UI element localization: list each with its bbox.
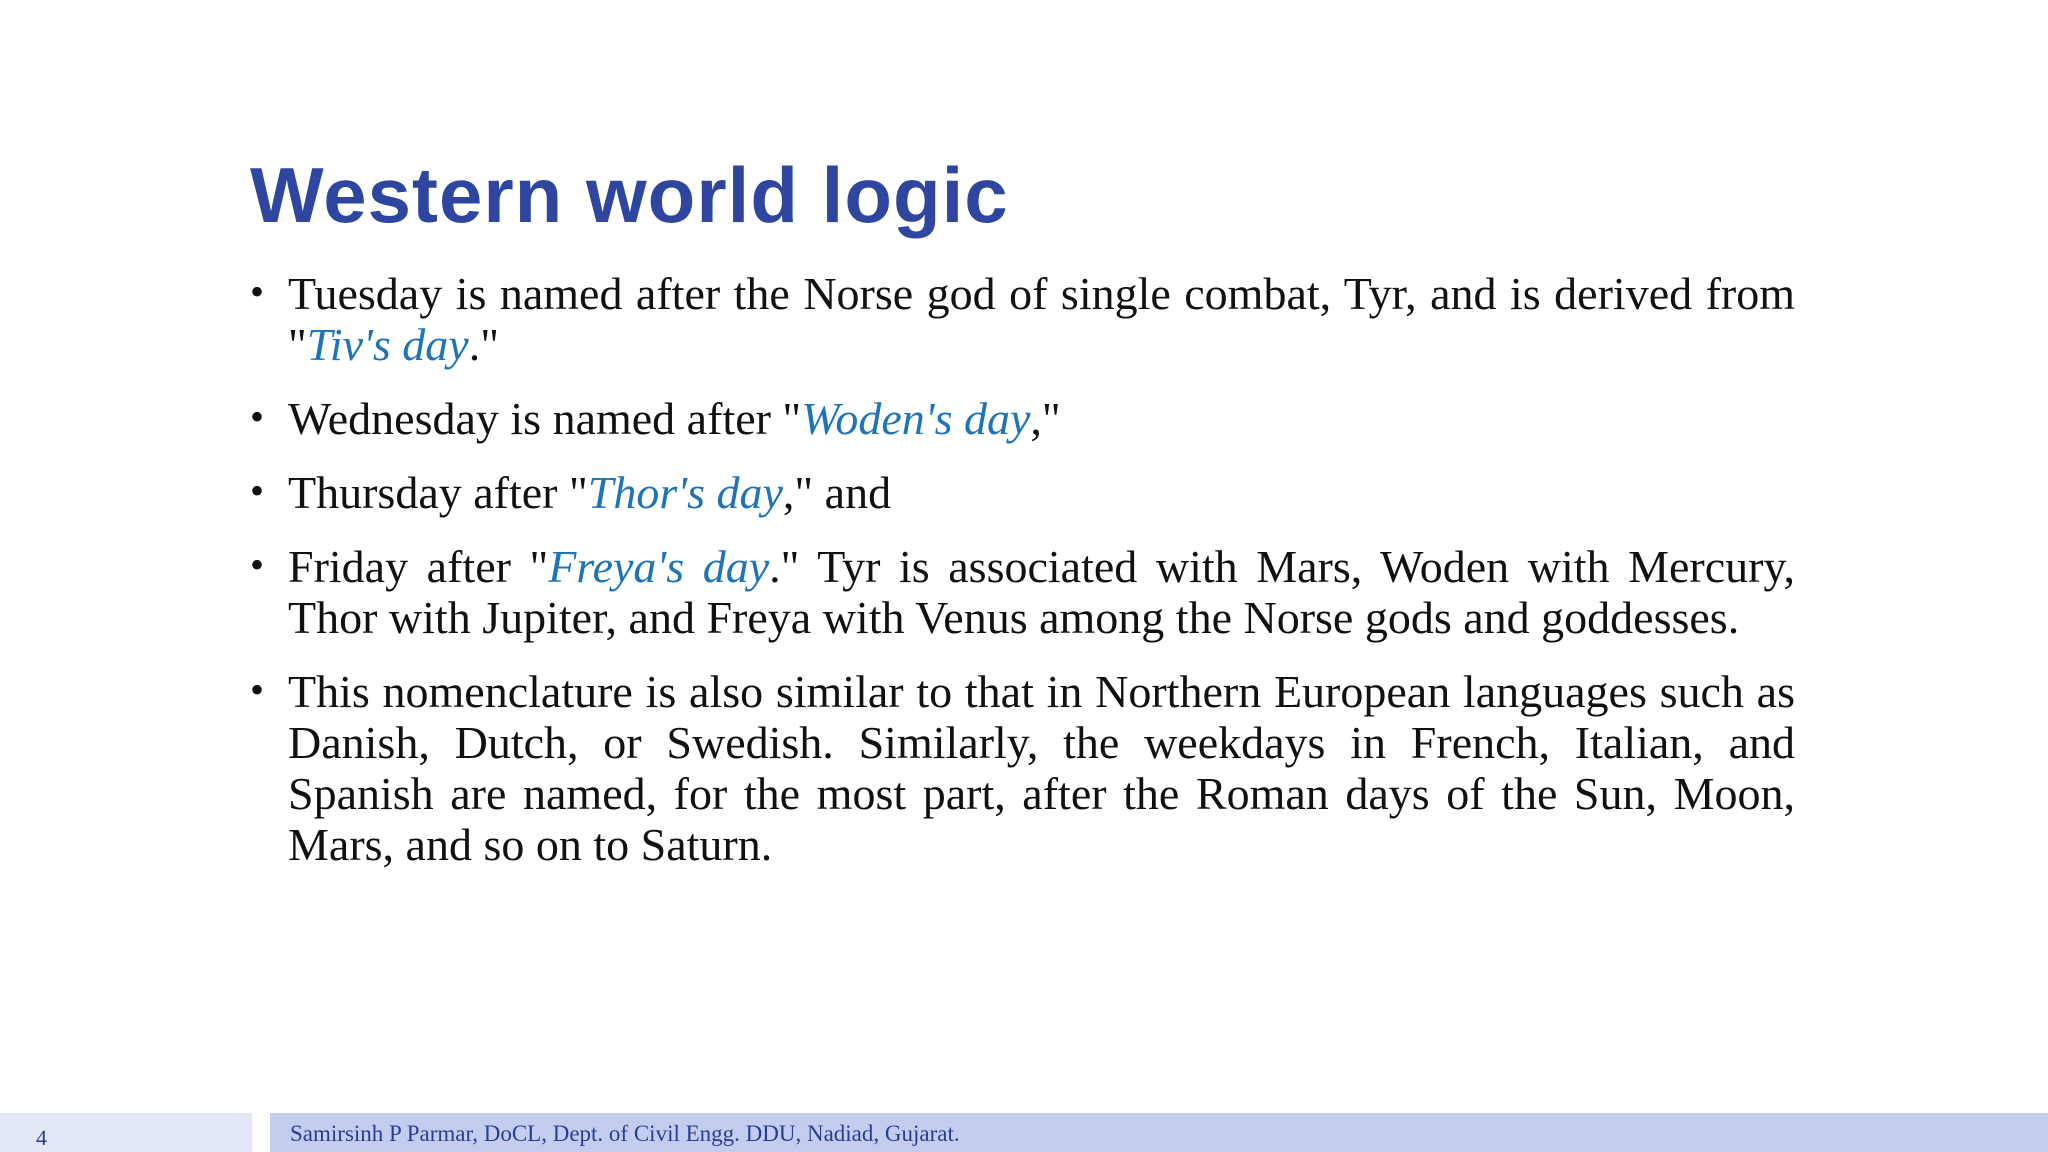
bullet-item bbox=[250, 268, 1795, 370]
bullet-item bbox=[250, 393, 1795, 444]
bullet-icon: • bbox=[250, 542, 265, 587]
bullet-text: This nomenclature is also similar to that in Northern European languages such as Danish, Dutch, or Swedish. Similarly, the weekdays in French, Italian, and Spanish are named, for the most part, after the Roman days of the Sun, Moon, Mars, and so on to Saturn. bbox=[288, 666, 1795, 870]
bullet-text-end: ." Tyr is associated with Mars, Woden with Mercury, Thor with Jupiter, and Freya with Venus among the Norse gods and goddesses. bbox=[288, 541, 1795, 643]
bullet-icon: • bbox=[250, 394, 265, 439]
bullet-text: Thursday after " bbox=[288, 467, 588, 518]
page-number: 4 bbox=[36, 1125, 47, 1150]
bullet-icon: • bbox=[250, 667, 265, 712]
bullet-icon: • bbox=[250, 468, 265, 513]
bullet-text: Tuesday is named after the Norse god of single combat, Tyr, and is derived from " bbox=[288, 268, 1795, 370]
bullet-text-end: ." bbox=[468, 319, 499, 370]
bullet-highlight: Tiv's day bbox=[306, 319, 469, 370]
bullet-item bbox=[250, 467, 1795, 518]
bullet-highlight: Freya's day bbox=[548, 541, 770, 592]
bullet-item bbox=[250, 541, 1795, 643]
bullet-highlight: Thor's day bbox=[587, 467, 783, 518]
bullet-icon: • bbox=[250, 269, 265, 314]
bullet-text: Wednesday is named after " bbox=[288, 393, 802, 444]
bullet-text: Friday after " bbox=[288, 541, 549, 592]
slide-title: Western world logic bbox=[250, 151, 1009, 239]
bullet-item bbox=[250, 666, 1795, 870]
bullet-text-end: ," bbox=[1030, 393, 1061, 444]
bullet-highlight: Woden's day bbox=[801, 393, 1031, 444]
bullet-text-end: ," and bbox=[782, 467, 892, 518]
bullet-list bbox=[250, 268, 1795, 893]
footer-author-text: Samirsinh P Parmar, DoCL, Dept. of Civil Engg. DDU, Nadiad, Gujarat. bbox=[290, 1121, 960, 1146]
